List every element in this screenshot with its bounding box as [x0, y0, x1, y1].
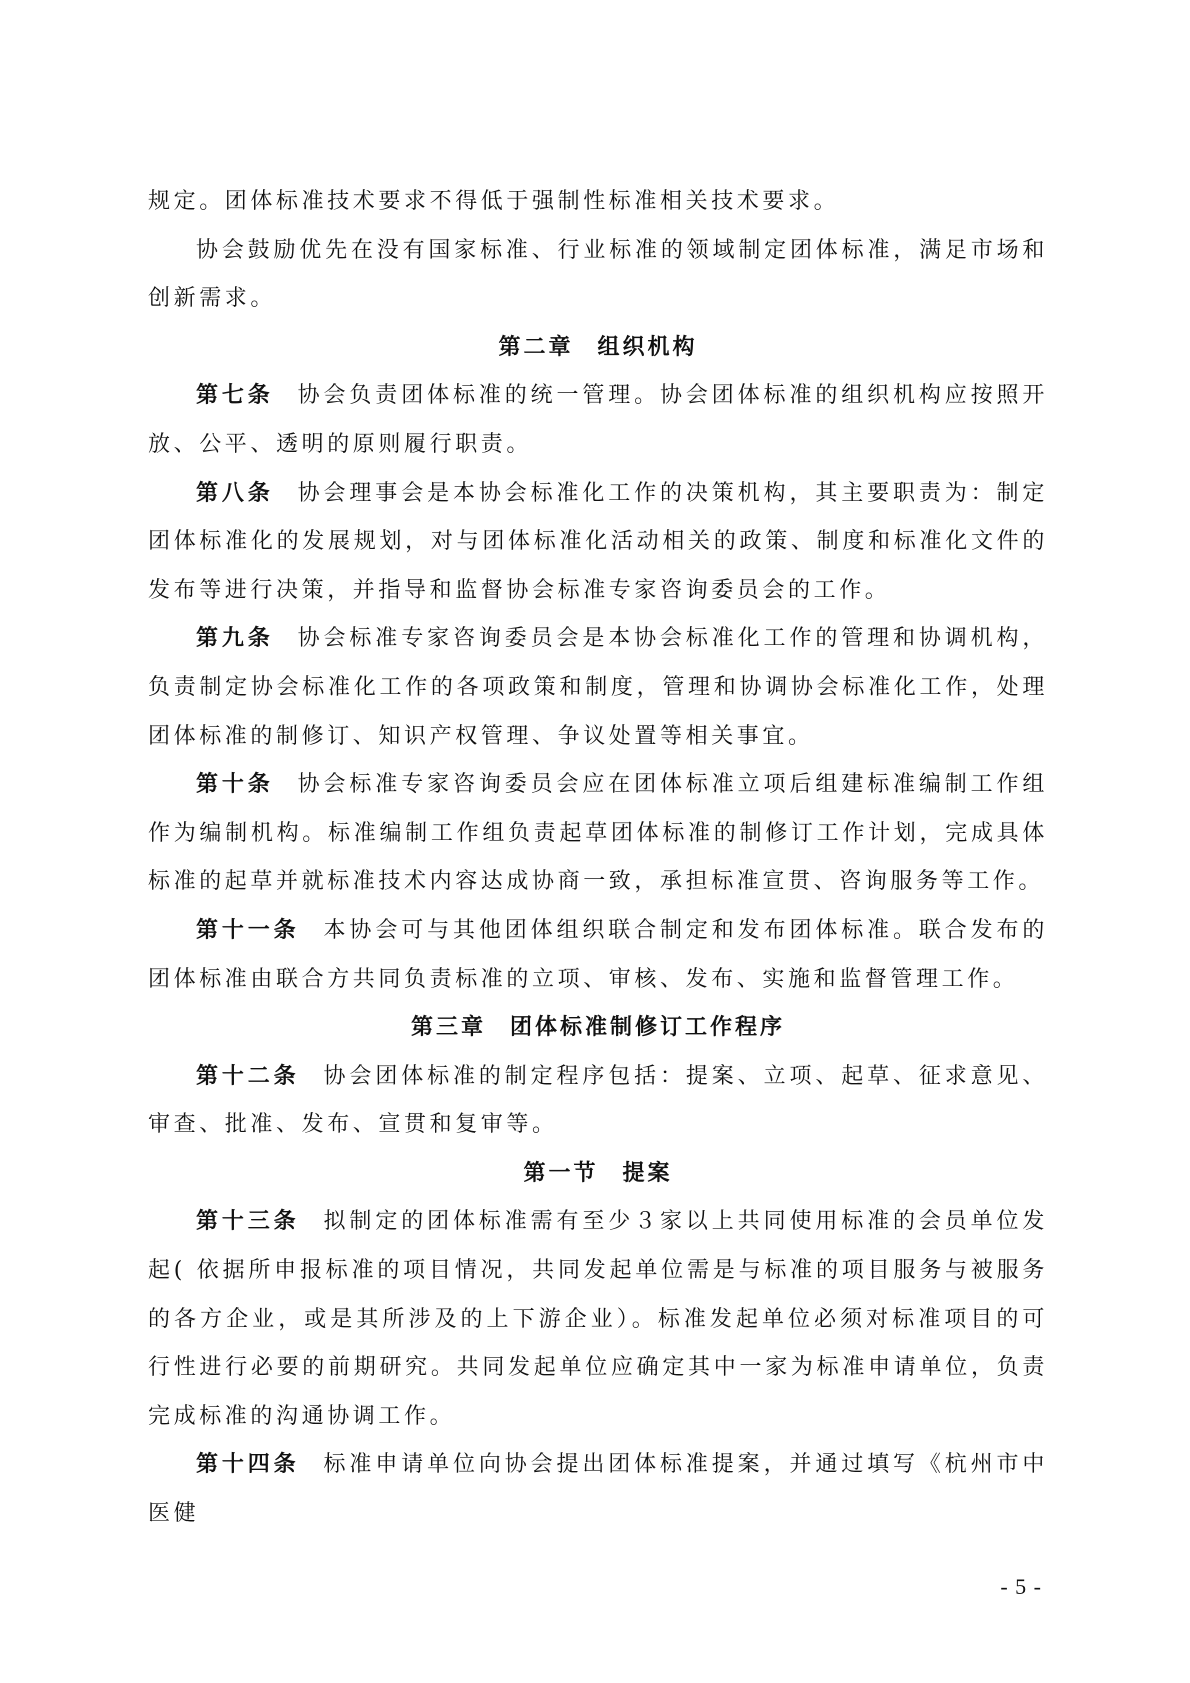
article-text: 协会团体标准的制定程序包括：提案、立项、起草、征求意见、审查、批准、发布、宣贯和复审等。 [148, 1063, 1048, 1138]
article [148, 761, 1048, 907]
chapter-number: 第三章 [410, 1015, 486, 1041]
article-label: 第十条 [196, 772, 274, 798]
article [148, 1441, 1048, 1538]
chapter-title: 组织机构 [597, 334, 698, 360]
paragraph: 规定。团体标准技术要求不得低于强制性标准相关技术要求。 [148, 189, 840, 214]
section-number: 第一节 [523, 1160, 599, 1186]
article-text: 协会标准专家咨询委员会是本协会标准化工作的管理和协调机构，负责制定协会标准化工作的各项政策和制度，管理和协调协会标准化工作，处理团体标准的制修订、知识产权管理、争议处置等相关事宜。 [148, 626, 1048, 749]
chapter-title: 团体标准制修订工作程序 [510, 1015, 786, 1041]
article [148, 1198, 1048, 1441]
article-label: 第九条 [196, 626, 274, 652]
article [148, 1053, 1048, 1150]
page-number: - 5 - [1000, 1574, 1042, 1599]
document-body [148, 178, 1048, 1539]
article [148, 372, 1048, 469]
article-text: 标准申请单位向协会提出团体标准提案，并通过填写《杭州市中医健 [148, 1452, 1048, 1527]
article-label: 第十一条 [196, 917, 300, 943]
article-label: 第十三条 [196, 1209, 300, 1235]
article [148, 907, 1048, 1004]
article-text: 协会负责团体标准的统一管理。协会团体标准的组织机构应按照开放、公平、透明的原则履行职责。 [148, 383, 1048, 457]
article [148, 615, 1048, 761]
chapter-number: 第二章 [498, 334, 574, 360]
article-text: 协会理事会是本协会标准化工作的决策机构，其主要职责为：制定团体标准化的发展规划，对与团体标准化活动相关的政策、制度和标准化文件的发布等进行决策，并指导和监督协会标准专家咨询委员会的工作。 [148, 480, 1048, 603]
chapter-heading [148, 324, 1048, 373]
article-text: 本协会可与其他团体组织联合制定和发布团体标准。联合发布的团体标准由联合方共同负责标准的立项、审核、发布、实施和监督管理工作。 [148, 917, 1048, 992]
section-title: 提案 [622, 1160, 673, 1186]
paragraph: 协会鼓励优先在没有国家标准、行业标准的领域制定团体标准，满足市场和创新需求。 [148, 237, 1048, 312]
article-text: 协会标准专家咨询委员会应在团体标准立项后组建标准编制工作组作为编制机构。标准编制工作组负责起草团体标准的制修订工作计划，完成具体标准的起草并就标准技术内容达成协商一致，承担标准宣贯、咨询服务等工作。 [148, 772, 1048, 895]
article-label: 第七条 [196, 383, 274, 409]
chapter-heading [148, 1004, 1048, 1053]
article-label: 第十四条 [196, 1452, 300, 1478]
article [148, 470, 1048, 616]
section-heading [148, 1150, 1048, 1199]
article-label: 第十二条 [196, 1063, 300, 1089]
article-label: 第八条 [196, 480, 274, 506]
article-text: 拟制定的团体标准需有至少３家以上共同使用标准的会员单位发起( 依据所申报标准的项目情况，共同发起单位需是与标准的项目服务与被服务的各方企业，或是其所涉及的上下游企业）。标准发起单位必须对标准项目的可行性进行必要的前期研究。共同发起单位应确定其中一家为标准申请单位，负责完成标准的沟通协调工作。 [148, 1209, 1048, 1429]
